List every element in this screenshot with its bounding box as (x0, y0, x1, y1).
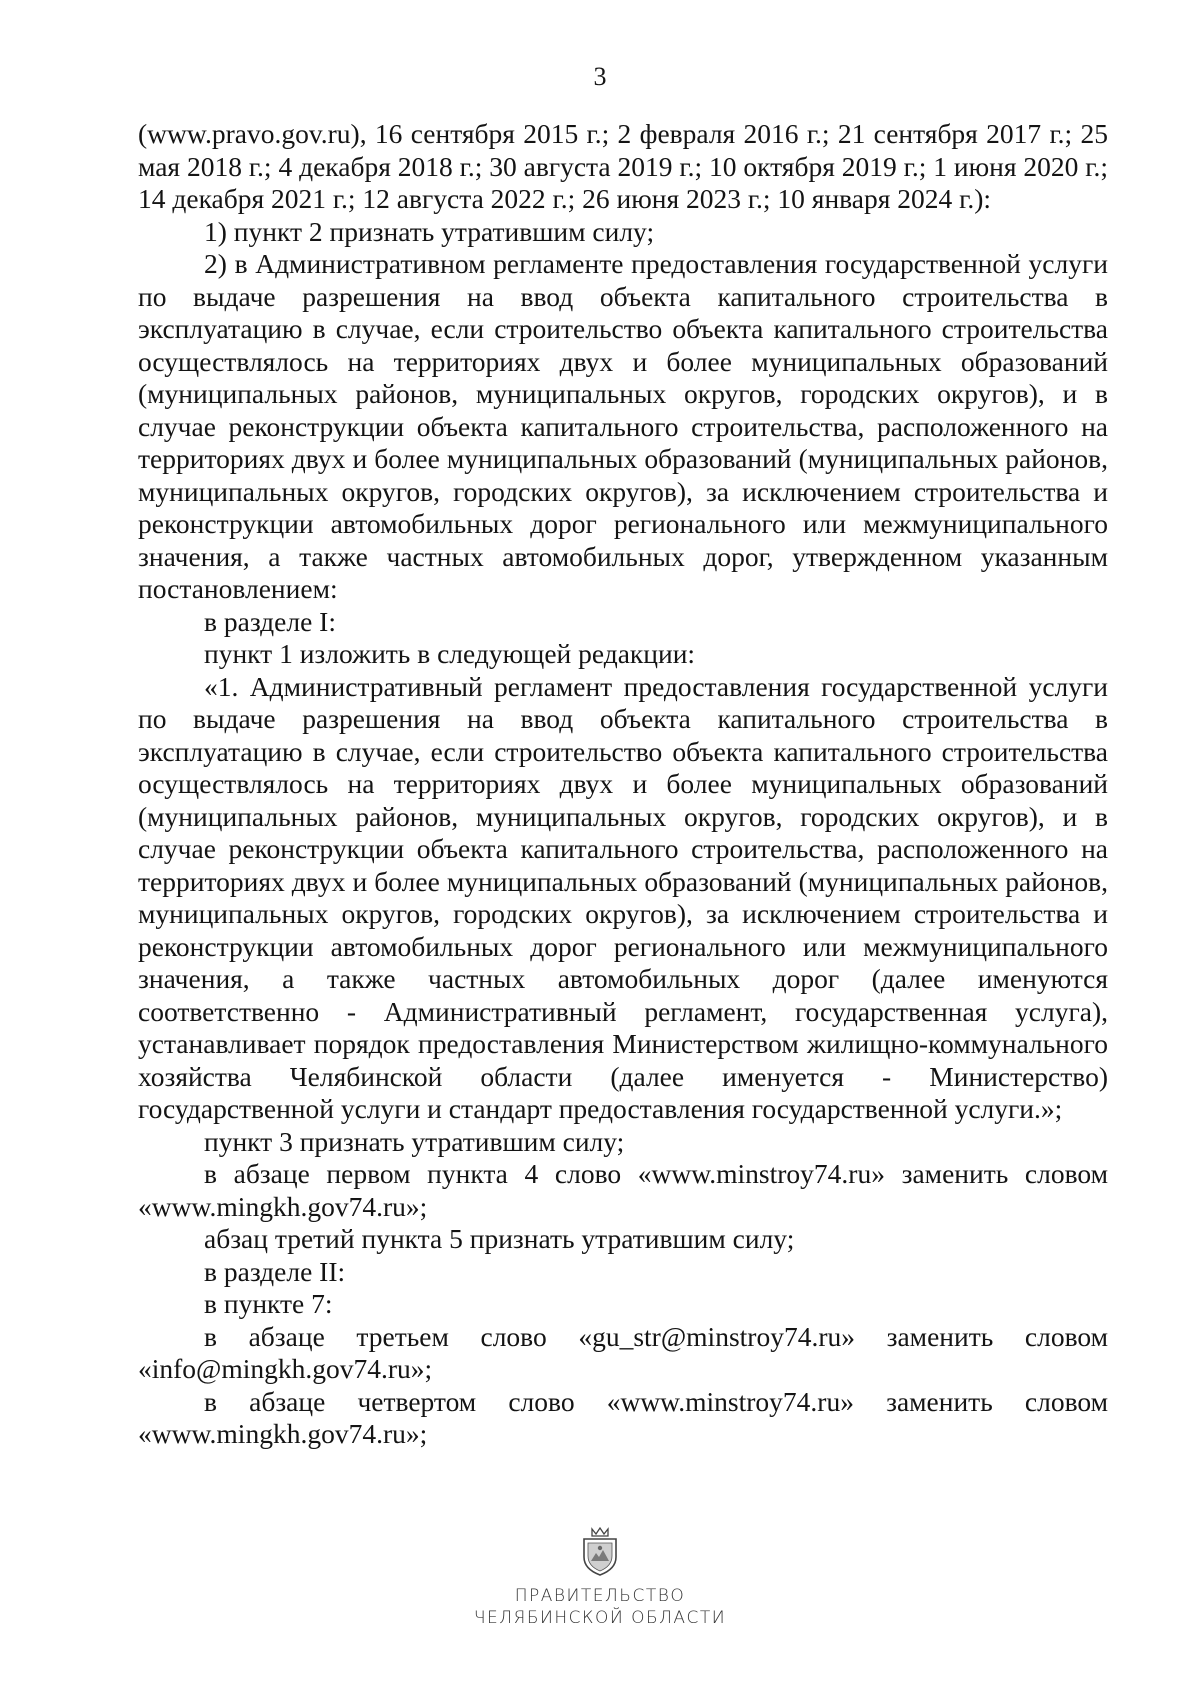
paragraph-11: в пункте 7: (204, 1288, 333, 1319)
stamp-line-2: ЧЕЛЯБИНСКОЙ ОБЛАСТИ (473, 1608, 727, 1628)
paragraph-9: абзац третий пункта 5 признать утратившим силу; (204, 1223, 795, 1254)
paragraph-5: пункт 1 изложить в следующей редакции: (204, 638, 696, 669)
paragraph-4: в разделе I: (204, 605, 336, 637)
stamp-line-1: ПРАВИТЕЛЬСТВО (514, 1586, 686, 1606)
paragraph-12: в абзаце третьем слово «gu_str@minstroy74.ru» заменить словом «info@mingkh.gov74.ru»; (138, 1320, 1108, 1384)
paragraph-7: пункт 3 признать утратившим силу; (204, 1125, 625, 1157)
paragraph-10: в разделе II: (204, 1255, 346, 1287)
paragraph-3: 2) в Административном регламенте предоставления государственной услуги по выдаче разрешения на ввод объекта капитального строительства в эксплуатацию в случае, если строительство объекта капитального строительства осуществлялось на территориях двух и более муниципальных образований (муниципальных районов, муниципальных округов, городских округов), и в случае реконструкции объекта капитального строительства, расположенного на территориях двух и более муниципальных образований (муниципальных районов, муниципальных округов, городских округов), за исключением строительства и реконструкции автомобильных дорог регионального или межмуниципального значения, а также частных автомобильных дорог, утвержденном указанным постановлением: (138, 248, 1108, 604)
document-body (138, 118, 1108, 1451)
paragraph-2: 1) пункт 2 признать утратившим силу; (204, 215, 655, 247)
paragraph-8: в абзаце первом пункта 4 слово «www.minstroy74.ru» заменить словом «www.mingkh.gov74.ru»; (138, 1158, 1108, 1222)
coat-of-arms-icon (578, 1525, 622, 1577)
government-stamp (0, 1525, 1200, 1629)
paragraph-13: в абзаце четвертом слово «www.minstroy74.ru» заменить словом «www.mingkh.gov74.ru»; (138, 1385, 1108, 1449)
paragraph-6: «1. Административный регламент предоставления государственной услуги по выдаче разрешения на ввод объекта капитального строительства в эксплуатацию в случае, если строительство объекта капитального строительства осуществлялось на территориях двух и более муниципальных образований (муниципальных районов, муниципальных округов, городских округов), и в случае реконструкции объекта капитального строительства, расположенного на территориях двух и более муниципальных образований (муниципальных районов, муниципальных округов, городских округов), за исключением строительства и реконструкции автомобильных дорог регионального или межмуниципального значения, а также частных автомобильных дорог (далее именуются соответственно - Административный регламент, государственная услуга), устанавливает порядок предоставления Министерством жилищно-коммунального хозяйства Челябинской области (далее именуется - Министерство) государственной услуги и стандарт предоставления государственной услуги.»; (138, 670, 1108, 1124)
page-number: 3 (593, 62, 607, 91)
paragraph-1: (www.pravo.gov.ru), 16 сентября 2015 г.; 2 февраля 2016 г.; 21 сентября 2017 г.; 25 мая 2018 г.; 4 декабря 2018 г.; 30 августа 2019 г.; 10 октября 2019 г.; 1 июня 2020 г.; 14 декабря 2021 г.; 12 августа 2022 г.; 26 июня 2023 г.; 10 января 2024 г.): (138, 118, 1108, 214)
